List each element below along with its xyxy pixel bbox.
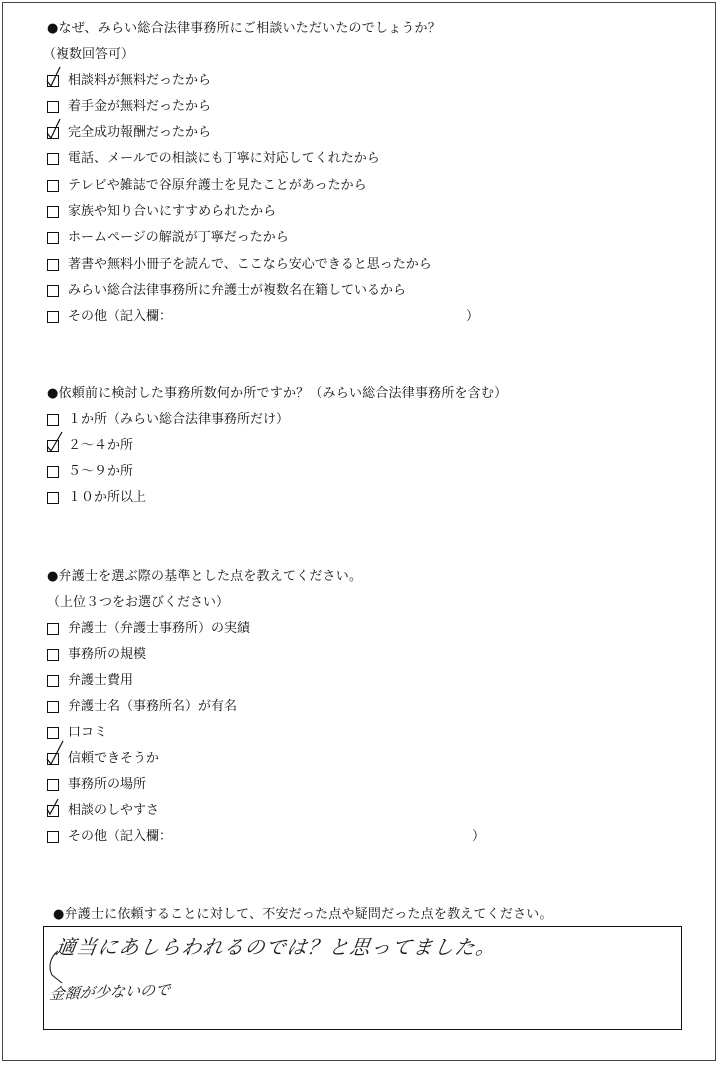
q1-option-label: テレビや雑誌で谷原弁護士を見たことがあったから <box>68 178 367 193</box>
q3-option[interactable] <box>47 750 159 768</box>
q2-option[interactable] <box>47 411 289 429</box>
q4-answer-field[interactable] <box>43 926 682 1030</box>
q2-option[interactable] <box>47 437 133 455</box>
q1-option-label: 相談料が無料だったから <box>68 73 212 88</box>
q1-option-label: 家族や知り合いにすすめられたから <box>68 204 277 219</box>
q1-option-label: 着手金が無料だったから <box>68 99 212 114</box>
q2-title: ●依頼前に検討した事務所数何か所ですか？（みらい総合法律事務所を含む） <box>47 386 508 401</box>
q3-option-label: 事務所の場所 <box>68 777 147 792</box>
q1-other-close-paren: ） <box>466 309 480 324</box>
checkbox[interactable] <box>47 259 59 271</box>
q1-option[interactable] <box>47 150 380 168</box>
checkbox[interactable] <box>47 779 59 791</box>
checkbox[interactable] <box>47 727 59 739</box>
check-mark-icon <box>46 797 60 815</box>
check-mark-icon <box>46 745 64 767</box>
q1-option-label: 著書や無料小冊子を読んで、ここなら安心できると思ったから <box>68 257 432 272</box>
q3-option-label: 口コミ <box>68 725 108 740</box>
q3-option[interactable] <box>47 724 107 742</box>
checkbox[interactable] <box>47 623 59 635</box>
q1-option-label: 電話、メールでの相談にも丁寧に対応してくれたから <box>68 151 380 166</box>
q1-option[interactable] <box>47 203 276 221</box>
q3-option-other[interactable] <box>47 828 172 846</box>
q3-option[interactable] <box>47 802 159 820</box>
q2-option-label: ２～４か所 <box>68 438 134 453</box>
q1-option-label: みらい総合法律事務所に弁護士が複数名在籍しているから <box>68 283 407 298</box>
checkbox[interactable] <box>47 440 59 452</box>
checkbox[interactable] <box>47 127 59 139</box>
checkbox[interactable] <box>47 753 59 765</box>
q4-title: ●弁護士に依頼することに対して、不安だった点や疑問だった点を教えてください。 <box>53 907 553 922</box>
checkbox[interactable] <box>47 805 59 817</box>
q2-option[interactable] <box>47 489 146 507</box>
q2-option-label: １０か所以上 <box>68 490 147 505</box>
checkbox[interactable] <box>47 285 59 297</box>
q3-option-label: 弁護士名（事務所名）が有名 <box>68 699 238 714</box>
q1-option[interactable] <box>47 177 367 195</box>
checkbox[interactable] <box>47 153 59 165</box>
checkbox[interactable] <box>47 206 59 218</box>
insertion-mark-icon <box>46 951 66 985</box>
checkbox[interactable] <box>47 649 59 661</box>
checkbox[interactable] <box>47 414 59 426</box>
q3-option-label: 信頼できそうか <box>68 751 160 766</box>
q2-option[interactable] <box>47 463 133 481</box>
checkbox[interactable] <box>47 701 59 713</box>
checkbox[interactable] <box>47 180 59 192</box>
checkbox[interactable] <box>47 492 59 504</box>
check-mark-icon <box>46 432 64 452</box>
q1-option[interactable] <box>47 124 211 142</box>
q1-option[interactable] <box>47 72 211 90</box>
q3-option[interactable] <box>47 776 146 794</box>
checkbox[interactable] <box>47 232 59 244</box>
q3-option-label: 事務所の規模 <box>68 647 147 662</box>
q3-option[interactable] <box>47 620 250 638</box>
q1-option-label: 完全成功報酬だったから <box>68 125 212 140</box>
q3-option[interactable] <box>47 646 146 664</box>
handwritten-answer-line-2: 金額が少ないので <box>48 980 172 1004</box>
q1-option[interactable] <box>47 282 406 300</box>
q2-option-label: ５～９か所 <box>68 464 134 479</box>
checkbox[interactable] <box>47 831 59 843</box>
q3-option[interactable] <box>47 698 237 716</box>
check-mark-icon <box>46 67 62 87</box>
q1-note: （複数回答可） <box>43 47 135 62</box>
checkbox[interactable] <box>47 311 59 323</box>
check-mark-icon <box>46 119 62 139</box>
q3-option-label: 弁護士（弁護士事務所）の実績 <box>68 621 251 636</box>
q1-option[interactable] <box>47 256 432 274</box>
q1-option-label: その他（記入欄： <box>68 309 173 324</box>
q3-option-label: その他（記入欄： <box>68 829 173 844</box>
q1-option-label: ホームページの解説が丁寧だったから <box>68 230 289 245</box>
q3-option[interactable] <box>47 672 133 690</box>
checkbox[interactable] <box>47 466 59 478</box>
q3-option-label: 弁護士費用 <box>68 673 134 688</box>
q3-title: ●弁護士を選ぶ際の基準とした点を教えてください。 <box>47 569 363 584</box>
checkbox[interactable] <box>47 675 59 687</box>
q3-other-close-paren: ） <box>472 829 486 844</box>
handwritten-answer-line-1: 適当にあしらわれるのでは？と思ってました。 <box>54 935 499 959</box>
checkbox[interactable] <box>47 75 59 87</box>
checkbox[interactable] <box>47 101 59 113</box>
q3-note: （上位３つをお選びください） <box>47 595 230 610</box>
q1-option[interactable] <box>47 98 211 116</box>
q1-option[interactable] <box>47 229 289 247</box>
q2-option-label: １か所（みらい総合法律事務所だけ） <box>68 412 290 427</box>
q1-title: ●なぜ、みらい総合法律事務所にご相談いただいたのでしょうか？ <box>47 21 441 36</box>
q1-option-other[interactable] <box>47 308 172 326</box>
q3-option-label: 相談のしやすさ <box>68 803 160 818</box>
